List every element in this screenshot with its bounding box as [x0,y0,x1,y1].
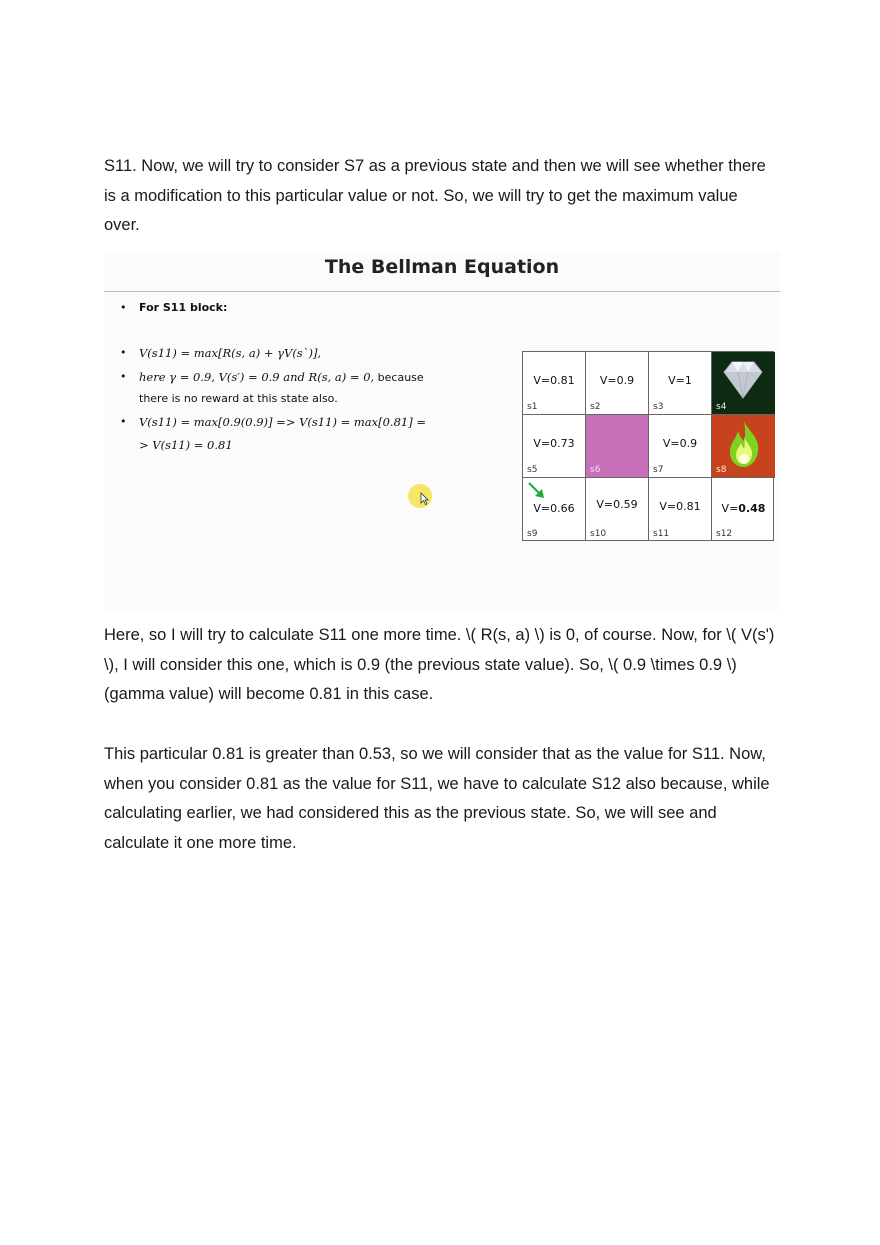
cell-label: s12 [716,529,733,539]
grid-cell-s3 [649,352,712,415]
bullet-marker: • [120,346,127,359]
cell-label: s9 [527,529,538,539]
cell-value-number: 0.48 [738,502,766,515]
cell-label: s2 [590,402,601,412]
grid-cell-s1 [523,352,586,415]
cell-label: s3 [653,402,664,412]
grid-cell-s10 [586,478,649,541]
grid-cell-s11 [649,478,712,541]
slide-title: The Bellman Equation [324,256,560,278]
grid-cell-s6 [586,415,649,478]
grid-world [522,351,774,541]
cell-value: V=0.81 [533,374,575,387]
grid-cell-s4 [712,352,775,415]
cell-label: s6 [590,465,601,475]
bullet-parameters-math: here γ = 0.9, V(s′) = 0.9 and R(s, a) = 0, [139,370,375,384]
bullet-formula: V(s11) = max[R(s, a) + γV(s`)], [139,346,322,360]
grid-cell-s8 [712,415,775,478]
paragraph-conclusion: This particular 0.81 is greater than 0.53, so we will consider that as the value for S11. Now, when you consider 0.81 as the value for S11, we have to calculate S12 also because, while calculating earlier, we had considered this as the previous state. So, we will see and calculate it one more time. [104,745,770,853]
cell-label: s11 [653,529,670,539]
cell-label: s1 [527,402,538,412]
bullet-parameters [139,370,424,384]
cell-label: s4 [716,402,727,412]
paragraph-intro: S11. Now, we will try to consider S7 as a previous state and then we will see whether there is a modification to this particular value or not. So, we will try to get the maximum value over. [104,157,766,235]
bullet-marker: • [120,415,127,428]
cell-value: V=0.73 [533,437,575,450]
grid-cell-s9 [523,478,586,541]
bullet-marker: • [120,370,127,383]
cell-label: s7 [653,465,664,475]
grid-cell-s12 [712,478,775,541]
grid-cell-s2 [586,352,649,415]
bullet-parameters-continued: there is no reward at this state also. [139,392,338,405]
bullet-calculation-result: > V(s11) = 0.81 [139,438,233,452]
cell-value: V=0.9 [662,437,698,450]
bullet-heading: For S11 block: [139,301,228,314]
grid-cell-s5 [523,415,586,478]
slide-screenshot [104,252,780,610]
cell-value: V=0.66 [533,502,575,515]
bullet-parameters-text: because [374,371,424,384]
cell-label: s8 [716,465,727,475]
fire-icon [726,419,762,469]
cell-label: s10 [590,529,607,539]
paragraph-calculation: Here, so I will try to calculate S11 one more time. \( R(s, a) \) is 0, of course. Now, for \( V(s') \), I will consider this one, which is 0.9 (the previous state value). So, \( 0.9 \times 0.9 \) (gamma value) will become 0.81 in this case. [104,626,775,704]
cell-value: V=0.59 [596,498,638,511]
cell-value: V=0.9 [599,374,635,387]
bullet-calculation: V(s11) = max[0.9(0.9)] => V(s11) = max[0.81] = [139,415,426,429]
slide-divider [104,291,780,292]
mouse-pointer-icon [420,492,429,505]
green-arrow-icon [527,481,547,501]
cell-value [712,502,775,515]
cell-value: V=0.81 [659,500,701,513]
grid-cell-s7 [649,415,712,478]
cell-label: s5 [527,465,538,475]
cell-value: V=1 [668,374,692,387]
bullet-marker: • [120,301,127,314]
diamond-icon [716,358,770,400]
cell-value-prefix: V= [721,502,739,515]
